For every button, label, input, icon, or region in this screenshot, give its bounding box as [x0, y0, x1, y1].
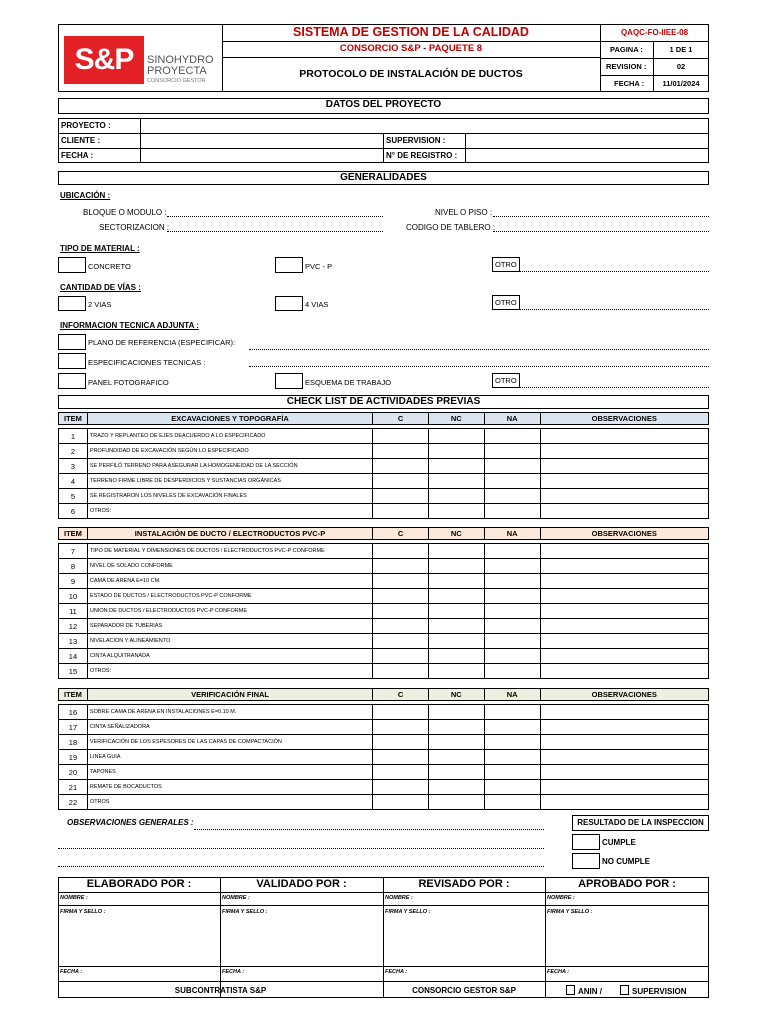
checklist-item-number: 21 — [59, 780, 88, 795]
checklist-item-text: REMATE DE BOCADUCTOS — [87, 780, 372, 795]
checklist-c-cell[interactable] — [373, 795, 429, 810]
checklist-obs-cell[interactable] — [540, 750, 708, 765]
system-title: SISTEMA DE GESTION DE LA CALIDAD — [293, 25, 529, 39]
checklist-item-number: 20 — [59, 765, 88, 780]
panel-label: PANEL FOTOGRAFICO — [88, 378, 169, 387]
resultado-title: RESULTADO DE LA INSPECCION — [572, 815, 709, 831]
signature-title: REVISADO POR : — [418, 878, 510, 890]
consortium-title: CONSORCIO S&P - PAQUETE 8 — [339, 43, 483, 54]
especificaciones-label: ESPECIFICACIONES TECNICAS : — [88, 358, 206, 367]
plano-field[interactable] — [249, 349, 709, 350]
checklist-item-number: 6 — [59, 504, 88, 519]
signature-fecha-label: FECHA : — [222, 969, 245, 975]
checklist-row — [59, 489, 709, 504]
material-label: TIPO DE MATERIAL : — [60, 244, 140, 253]
header-line2 — [222, 57, 600, 58]
cumple-checkbox[interactable] — [572, 834, 600, 850]
info-otro-label: OTRO — [495, 376, 517, 385]
checklist-na-cell[interactable] — [484, 444, 540, 459]
checklist-row — [59, 795, 709, 810]
checklist-row — [59, 574, 709, 589]
ubicacion-label: UBICACIÓN : — [60, 191, 111, 200]
general-section-title: GENERALIDADES — [58, 171, 709, 185]
checklist-item-number: 15 — [59, 664, 88, 679]
checklist-item-text: OTROS — [87, 795, 372, 810]
page-value: 1 DE 1 — [669, 45, 693, 54]
checklist-item-number: 22 — [59, 795, 88, 810]
4vias-checkbox[interactable] — [275, 296, 303, 311]
supervision-checkbox[interactable] — [620, 985, 629, 995]
checklist-nc-cell[interactable] — [428, 504, 484, 519]
checklist-nc-cell[interactable] — [428, 750, 484, 765]
checklist-na-cell[interactable] — [484, 780, 540, 795]
checklist-table — [58, 412, 709, 519]
tablero-label: CODIGO DE TABLERO : — [406, 223, 496, 232]
signature-fecha-label: FECHA : — [547, 969, 570, 975]
checklist-col-na: NA — [484, 528, 540, 540]
company-logo: S&P — [64, 36, 144, 84]
checklist-na-cell[interactable] — [484, 705, 540, 720]
checklist-c-cell[interactable] — [373, 544, 429, 559]
checklist-item-text: NIVEL DE SOLADO CONFORME — [87, 559, 372, 574]
checklist-nc-cell[interactable] — [428, 649, 484, 664]
checklist-row — [59, 634, 709, 649]
checklist-item-number: 5 — [59, 489, 88, 504]
checklist-row — [59, 604, 709, 619]
checklist-nc-cell[interactable] — [428, 444, 484, 459]
signature-nombre-line — [545, 905, 709, 906]
checklist-row — [59, 705, 709, 720]
signature-fecha-label: FECHA : — [385, 969, 408, 975]
supervision-label: SUPERVISION : — [386, 136, 446, 145]
esquema-label: ESQUEMA DE TRABAJO — [305, 378, 392, 387]
checklist-nc-cell[interactable] — [428, 619, 484, 634]
checklist-c-cell[interactable] — [373, 634, 429, 649]
checklist-c-cell[interactable] — [373, 664, 429, 679]
checklist-group-title: EXCAVACIONES Y TOPOGRAFÍA — [87, 413, 372, 425]
checklist-na-cell[interactable] — [484, 544, 540, 559]
checklist-row — [59, 664, 709, 679]
checklist-item-number: 2 — [59, 444, 88, 459]
checklist-item-text: CINTA ALQUITRANADA — [87, 649, 372, 664]
checklist-obs-cell[interactable] — [540, 735, 708, 750]
checklist-na-cell[interactable] — [484, 664, 540, 679]
checklist-obs-cell[interactable] — [540, 634, 708, 649]
checklist-row — [59, 735, 709, 750]
checklist-nc-cell[interactable] — [428, 559, 484, 574]
logo-sub3: CONSORCIO GESTOR — [147, 78, 206, 84]
checklist-c-cell[interactable] — [373, 780, 429, 795]
checklist-section-title: CHECK LIST DE ACTIVIDADES PREVIAS — [58, 395, 709, 409]
bloque-field[interactable] — [167, 216, 383, 217]
checklist-obs-cell[interactable] — [540, 589, 708, 604]
checklist-nc-cell[interactable] — [428, 474, 484, 489]
checklist-nc-cell[interactable] — [428, 489, 484, 504]
checklist-obs-cell[interactable] — [540, 795, 708, 810]
checklist-item-number: 1 — [59, 429, 88, 444]
signature-nombre-line — [58, 905, 220, 906]
checklist-row — [59, 780, 709, 795]
checklist-c-cell[interactable] — [373, 720, 429, 735]
header-line4 — [600, 75, 709, 76]
date-label: FECHA : — [614, 79, 645, 88]
checklist-row — [59, 544, 709, 559]
material-otro-label: OTRO — [495, 260, 517, 269]
checklist-item-number: 10 — [59, 589, 88, 604]
checklist-nc-cell[interactable] — [428, 429, 484, 444]
checklist-group-title: INSTALACIÓN DE DUCTO / ELECTRODUCTOS PVC-P — [87, 528, 372, 540]
checklist-item-text: OTROS: — [87, 504, 372, 519]
checklist-na-cell[interactable] — [484, 574, 540, 589]
checklist-nc-cell[interactable] — [428, 705, 484, 720]
checklist-item-text: UNION DE DUCTOS / ELECTRODUCTOS PVC-P CONFORME — [87, 604, 372, 619]
checklist-item-number: 4 — [59, 474, 88, 489]
checklist-item-text: VERIFICACIÓN DE LOS ESPESORES DE LAS CAPAS DE COMPACTACIÓN — [87, 735, 372, 750]
checklist-obs-cell[interactable] — [540, 705, 708, 720]
checklist-obs-cell[interactable] — [540, 604, 708, 619]
checklist-item-number: 7 — [59, 544, 88, 559]
checklist-nc-cell[interactable] — [428, 459, 484, 474]
revision-label: REVISION : — [606, 62, 647, 71]
checklist-item-text: TAPONES — [87, 765, 372, 780]
checklist-item-number: 8 — [59, 559, 88, 574]
checklist-row — [59, 459, 709, 474]
checklist-item-number: 11 — [59, 604, 88, 619]
supervision-field[interactable] — [466, 134, 708, 147]
checklist-c-cell[interactable] — [373, 735, 429, 750]
signature-area[interactable] — [58, 916, 220, 966]
checklist-c-cell[interactable] — [373, 459, 429, 474]
checklist-obs-cell[interactable] — [540, 780, 708, 795]
panel-checkbox[interactable] — [58, 373, 86, 389]
checklist-col-item: ITEM — [59, 528, 88, 540]
checklist-col-c: C — [373, 413, 429, 425]
no-cumple-checkbox[interactable] — [572, 853, 600, 869]
checklist-row — [59, 429, 709, 444]
footer-subcontratista: SUBCONTRATISTA S&P — [174, 986, 267, 995]
page-label: PAGINA : — [610, 45, 643, 54]
checklist-item-text: SOBRE CAMA DE ARENA EN INSTALACIONES E=0.10 M. — [87, 705, 372, 720]
checklist-nc-cell[interactable] — [428, 604, 484, 619]
signature-firma-label: FIRMA Y SELLO : — [60, 909, 106, 915]
anin-checkbox[interactable] — [566, 985, 575, 995]
checklist-c-cell[interactable] — [373, 589, 429, 604]
checklist-item-text: SEPARADOR DE TUBERIAS — [87, 619, 372, 634]
checklist-na-cell[interactable] — [484, 429, 540, 444]
pvc-checkbox[interactable] — [275, 257, 303, 273]
date-value: 11/01/2024 — [662, 79, 700, 88]
checklist-obs-cell[interactable] — [540, 664, 708, 679]
observaciones-label: OBSERVACIONES GENERALES : — [67, 818, 194, 827]
checklist-item-text: ESTADO DE DUCTOS / ELECTRODUCTOS PVC-P CONFORME — [87, 589, 372, 604]
checklist-col-na: NA — [484, 413, 540, 425]
checklist-item-text: TERRENO FIRME LIBRE DE DESPERDICIOS Y SUSTANCIAS ORGÁNICAS — [87, 474, 372, 489]
checklist-c-cell[interactable] — [373, 765, 429, 780]
sectorizacion-field[interactable] — [167, 231, 383, 232]
checklist-group-title: VERIFICACIÓN FINAL — [87, 689, 372, 701]
checklist-row — [59, 619, 709, 634]
checklist-col-na: NA — [484, 689, 540, 701]
checklist-c-cell[interactable] — [373, 429, 429, 444]
vias-otro-field[interactable] — [520, 309, 709, 310]
signature-fecha-line — [58, 966, 220, 967]
project-col-line2 — [383, 133, 384, 163]
signature-firma-label: FIRMA Y SELLO : — [222, 909, 268, 915]
cliente-label: CLIENTE : — [61, 136, 101, 145]
checklist-col-c: C — [373, 528, 429, 540]
plano-label: PLANO DE REFERENCIA (ESPECIFICAR): — [88, 338, 236, 347]
esquema-checkbox[interactable] — [275, 373, 303, 389]
protocol-title: PROTOCOLO DE INSTALACIÓN DE DUCTOS — [299, 68, 523, 80]
checklist-obs-cell[interactable] — [540, 649, 708, 664]
checklist-obs-cell[interactable] — [540, 574, 708, 589]
header-line1 — [222, 41, 709, 42]
checklist-na-cell[interactable] — [484, 619, 540, 634]
observaciones-line3[interactable] — [58, 866, 544, 867]
checklist-obs-cell[interactable] — [540, 489, 708, 504]
checklist-item-number: 13 — [59, 634, 88, 649]
checklist-obs-cell[interactable] — [540, 504, 708, 519]
checklist-row — [59, 559, 709, 574]
checklist-row — [59, 750, 709, 765]
signature-area[interactable] — [545, 916, 709, 966]
checklist-nc-cell[interactable] — [428, 720, 484, 735]
fecha-label: FECHA : — [61, 151, 94, 160]
2vias-checkbox[interactable] — [58, 296, 86, 311]
no-cumple-label: NO CUMPLE — [602, 857, 650, 866]
checklist-item-text: CAMA DE ARENA E=10 CM. — [87, 574, 372, 589]
checklist-col-obs: OBSERVACIONES — [540, 413, 708, 425]
logo-sub1: SINOHYDRO — [147, 54, 214, 66]
observaciones-line2[interactable] — [58, 848, 544, 849]
checklist-row — [59, 765, 709, 780]
checklist-nc-cell[interactable] — [428, 544, 484, 559]
signature-fecha-label: FECHA : — [60, 969, 83, 975]
checklist-c-cell[interactable] — [373, 619, 429, 634]
nivel-label: NIVEL O PISO : — [435, 208, 493, 217]
registro-label: N° DE REGISTRO : — [386, 151, 458, 160]
fecha-field[interactable] — [141, 149, 382, 162]
checklist-table — [58, 688, 709, 810]
concreto-label: CONCRETO — [88, 262, 131, 271]
checklist-item-number: 17 — [59, 720, 88, 735]
pvc-label: PVC - P — [305, 262, 333, 271]
checklist-col-item: ITEM — [59, 413, 88, 425]
checklist-obs-cell[interactable] — [540, 459, 708, 474]
checklist-nc-cell[interactable] — [428, 765, 484, 780]
concreto-checkbox[interactable] — [58, 257, 86, 273]
document-code: QAQC-FO-IIEE-08 — [620, 28, 689, 37]
checklist-item-number: 3 — [59, 459, 88, 474]
signature-nombre-label: NOMBRE : — [547, 895, 575, 901]
checklist-item-text: PROFUNDIDAD DE EXCAVACIÓN SEGÚN LO ESPECIFICADO — [87, 444, 372, 459]
checklist-na-cell[interactable] — [484, 750, 540, 765]
checklist-c-cell[interactable] — [373, 649, 429, 664]
nivel-field[interactable] — [493, 216, 709, 217]
checklist-obs-cell[interactable] — [540, 720, 708, 735]
checklist-c-cell[interactable] — [373, 604, 429, 619]
checklist-na-cell[interactable] — [484, 604, 540, 619]
checklist-item-text: OTROS: — [87, 664, 372, 679]
cliente-field[interactable] — [141, 134, 382, 147]
checklist-c-cell[interactable] — [373, 504, 429, 519]
checklist-c-cell[interactable] — [373, 574, 429, 589]
checklist-c-cell[interactable] — [373, 559, 429, 574]
checklist-item-text: LINEA GUIA — [87, 750, 372, 765]
registro-field[interactable] — [466, 149, 708, 162]
checklist-row — [59, 474, 709, 489]
checklist-nc-cell[interactable] — [428, 589, 484, 604]
checklist-obs-cell[interactable] — [540, 559, 708, 574]
checklist-table — [58, 527, 709, 679]
checklist-na-cell[interactable] — [484, 634, 540, 649]
logo-sub2: PROYECTA — [147, 65, 207, 77]
checklist-item-text: TRAZO Y REPLANTEO DE EJES DEACUERDO A LO ESPECIFICADO — [87, 429, 372, 444]
vias-otro-label: OTRO — [495, 298, 517, 307]
signature-nombre-label: NOMBRE : — [222, 895, 250, 901]
proyecto-label: PROYECTO : — [61, 121, 111, 130]
checklist-col-nc: NC — [428, 689, 484, 701]
signature-firma-label: FIRMA Y SELLO : — [547, 909, 593, 915]
plano-checkbox[interactable] — [58, 334, 86, 350]
checklist-nc-cell[interactable] — [428, 735, 484, 750]
especificaciones-checkbox[interactable] — [58, 353, 86, 369]
proyecto-field[interactable] — [141, 119, 708, 132]
checklist-item-text: TIPO DE MATERIAL Y DIMENSIONES DE DUCTOS / ELECTRODUCTOS PVC-P CONFORME — [87, 544, 372, 559]
checklist-nc-cell[interactable] — [428, 664, 484, 679]
signature-area[interactable] — [383, 916, 545, 966]
vias-label: CANTIDAD DE VÍAS : — [60, 283, 141, 292]
signature-nombre-line — [220, 905, 383, 906]
checklist-row — [59, 720, 709, 735]
checklist-item-text: SE PERFILÓ TERRENO PARA ASEGURAR LA HOMOGENEIDAD DE LA SECCIÓN — [87, 459, 372, 474]
footer-consorcio: CONSORCIO GESTOR S&P — [412, 986, 516, 995]
checklist-row — [59, 589, 709, 604]
signature-fecha-line — [545, 966, 709, 967]
project-section-title: DATOS DEL PROYECTO — [58, 98, 709, 114]
checklist-c-cell[interactable] — [373, 750, 429, 765]
checklist-item-number: 18 — [59, 735, 88, 750]
checklist-na-cell[interactable] — [484, 489, 540, 504]
signature-area[interactable] — [220, 916, 383, 966]
observaciones-line1[interactable] — [194, 829, 544, 830]
cumple-label: CUMPLE — [602, 838, 636, 847]
checklist-item-number: 12 — [59, 619, 88, 634]
checklist-col-item: ITEM — [59, 689, 88, 701]
checklist-row — [59, 504, 709, 519]
checklist-na-cell[interactable] — [484, 559, 540, 574]
signature-title: ELABORADO POR : — [86, 878, 192, 890]
checklist-na-cell[interactable] — [484, 504, 540, 519]
checklist-na-cell[interactable] — [484, 589, 540, 604]
checklist-item-number: 16 — [59, 705, 88, 720]
signature-firma-label: FIRMA Y SELLO : — [385, 909, 431, 915]
checklist-obs-cell[interactable] — [540, 544, 708, 559]
checklist-c-cell[interactable] — [373, 489, 429, 504]
checklist-nc-cell[interactable] — [428, 795, 484, 810]
checklist-na-cell[interactable] — [484, 459, 540, 474]
signature-title: VALIDADO POR : — [256, 878, 347, 890]
info-label: INFORMACION TECNICA ADJUNTA : — [60, 321, 199, 330]
sectorizacion-label: SECTORIZACION : — [99, 223, 170, 232]
signature-fecha-line — [220, 966, 383, 967]
checklist-c-cell[interactable] — [373, 474, 429, 489]
checklist-col-c: C — [373, 689, 429, 701]
checklist-na-cell[interactable] — [484, 735, 540, 750]
especificaciones-field[interactable] — [249, 366, 709, 367]
checklist-obs-cell[interactable] — [540, 429, 708, 444]
signature-fecha-line — [383, 966, 545, 967]
checklist-obs-cell[interactable] — [540, 765, 708, 780]
checklist-obs-cell[interactable] — [540, 619, 708, 634]
2vias-label: 2 VIAS — [88, 300, 112, 309]
checklist-na-cell[interactable] — [484, 474, 540, 489]
checklist-col-obs: OBSERVACIONES — [540, 689, 708, 701]
bloque-label: BLOQUE O MODULO : — [83, 208, 167, 217]
tablero-field[interactable] — [493, 231, 709, 232]
checklist-item-number: 19 — [59, 750, 88, 765]
checklist-nc-cell[interactable] — [428, 780, 484, 795]
checklist-c-cell[interactable] — [373, 705, 429, 720]
checklist-col-obs: OBSERVACIONES — [540, 528, 708, 540]
header-line3 — [600, 58, 709, 59]
checklist-item-text: CINTA SEÑALIZADORA — [87, 720, 372, 735]
checklist-row — [59, 444, 709, 459]
checklist-col-nc: NC — [428, 413, 484, 425]
signature-nombre-label: NOMBRE : — [60, 895, 88, 901]
checklist-obs-cell[interactable] — [540, 474, 708, 489]
checklist-item-text: SE REGISTRARON LOS NIVELES DE EXCAVACIÓN FINALES — [87, 489, 372, 504]
checklist-nc-cell[interactable] — [428, 634, 484, 649]
checklist-na-cell[interactable] — [484, 720, 540, 735]
signature-title: APROBADO POR : — [578, 878, 676, 890]
revision-value: 02 — [676, 62, 686, 71]
checklist-na-cell[interactable] — [484, 765, 540, 780]
checklist-c-cell[interactable] — [373, 444, 429, 459]
checklist-col-nc: NC — [428, 528, 484, 540]
checklist-nc-cell[interactable] — [428, 574, 484, 589]
checklist-item-number: 14 — [59, 649, 88, 664]
signature-nombre-line — [383, 905, 545, 906]
checklist-item-number: 9 — [59, 574, 88, 589]
checklist-row — [59, 649, 709, 664]
footer-supervision: SUPERVISION — [632, 987, 687, 996]
footer-anin: ANIN / — [578, 987, 602, 996]
material-otro-field[interactable] — [520, 271, 709, 272]
info-otro-field[interactable] — [520, 387, 709, 388]
checklist-na-cell[interactable] — [484, 795, 540, 810]
4vias-label: 4 VIAS — [305, 300, 329, 309]
checklist-obs-cell[interactable] — [540, 444, 708, 459]
signature-nombre-label: NOMBRE : — [385, 895, 413, 901]
checklist-na-cell[interactable] — [484, 649, 540, 664]
checklist-item-text: NIVELACION Y ALINEAMIENTO — [87, 634, 372, 649]
